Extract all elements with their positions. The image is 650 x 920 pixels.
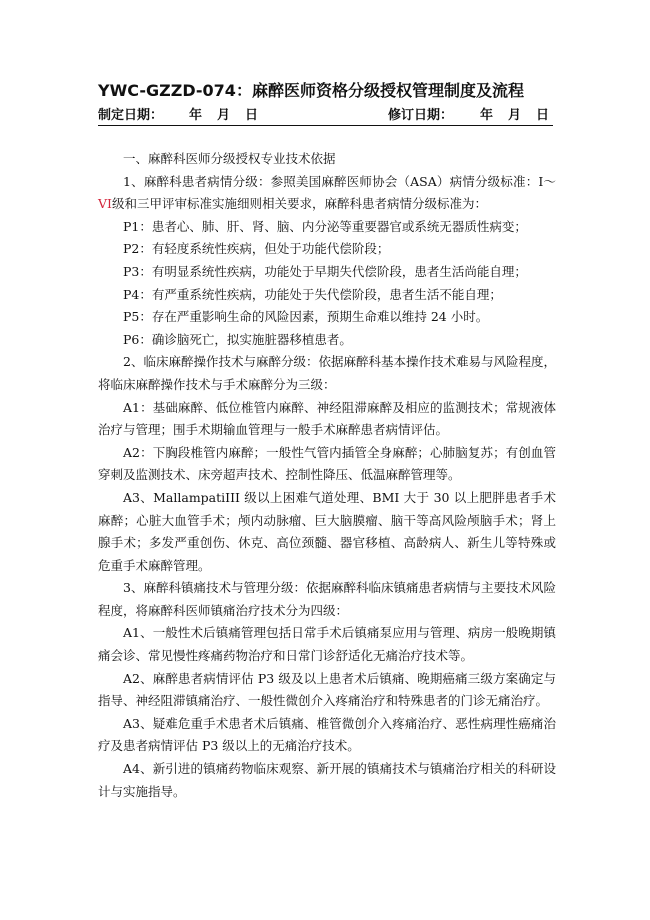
create-date-year: 年	[189, 108, 203, 123]
list-item-p5: P5：存在严重影响生命的风险因素，预期生命难以维持 24 小时。	[123, 309, 489, 325]
document-body	[98, 148, 556, 803]
list-item-p4: P4：有严重系统性疾病，功能处于失代偿阶段，患者生活不能自理；	[123, 286, 502, 302]
date-row	[98, 106, 553, 126]
revise-date-day: 日	[536, 108, 550, 123]
patient-grading-roman-vi: VI	[98, 196, 112, 212]
list-item-a4-analgesia: A4、新引进的镇痛药物临床观察、新开展的镇痛技术与镇痛治疗相关的科研设计与实施指导。	[98, 761, 556, 799]
list-item-a1-anesthesia: A1：基础麻醉、低位椎管内麻醉、神经阻滞麻醉及相应的监测技术；常规液体治疗与管理；围手术期输血管理与一般手术麻醉患者病情评估。	[98, 399, 556, 438]
list-item-a3-anesthesia: A3、MallampatiIII 级以上困难气道处理、BMI 大于 30 以上肥胖患者手术麻醉；心脏大血管手术；颅内动脉瘤、巨大脑膜瘤、脑干等高风险颅脑手术；肾上腺手术；多发严重创伤、休克、高位颈髓、器官移植、高龄病人、新生儿等特殊或危重手术麻醉管理。	[98, 489, 556, 573]
document-title: YWC-GZZD-074：麻醉医师资格分级授权管理制度及流程	[98, 81, 524, 100]
list-item-p1: P1：患者心、肺、肝、肾、脑、内分泌等重要器官或系统无器质性病变；	[123, 218, 527, 234]
list-item-a3-analgesia: A3、疑难危重手术患者术后镇痛、椎管微创介入疼痛治疗、恶性病理性癌痛治疗及患者病情评估 P3 级以上的无痛治疗技术。	[98, 715, 556, 754]
section-heading: 一、麻醉科医师分级授权专业技术依据	[123, 151, 336, 166]
create-date-month: 月	[217, 108, 231, 123]
list-item-a1-analgesia: A1、一般性术后镇痛管理包括日常手术后镇痛泵应用与管理、病房一般晚期镇痛会诊、常见慢性疼痛药物治疗和日常门诊舒适化无痛治疗技术等。	[98, 625, 556, 664]
create-date-label: 制定日期：	[98, 108, 164, 123]
revise-date-year: 年	[480, 108, 494, 123]
date-row-underline	[98, 125, 553, 126]
patient-grading-text-b: 级和三甲评审标准实施细则相关要求，麻醉科患者病情分级标准为：	[111, 196, 487, 212]
list-item-a2-analgesia: A2、麻醉患者病情评估 P3 级及以上患者术后镇痛、晚期癌痛三级方案确定与指导、神经阻滞镇痛治疗、一般性微创介入疼痛治疗和特殊患者的门诊无痛治疗。	[98, 670, 556, 709]
revise-date-month: 月	[508, 108, 522, 123]
create-date-day: 日	[245, 108, 259, 123]
list-item-p6: P6：确诊脑死亡，拟实施脏器移植患者。	[123, 331, 352, 347]
patient-grading-text-a: 1、麻醉科患者病情分级：参照美国麻醉医师协会（ASA）病情分级标准：I～	[123, 173, 556, 189]
revise-date-label: 修订日期：	[388, 108, 454, 123]
list-item-p3: P3：有明显系统性疾病，功能处于早期失代偿阶段，患者生活尚能自理；	[123, 263, 527, 279]
list-item-p2: P2：有轻度系统性疾病，但处于功能代偿阶段；	[123, 241, 390, 257]
list-item-a2-anesthesia: A2：下胸段椎管内麻醉；一般性气管内插管全身麻醉；心肺脑复苏；有创血管穿刺及监测技术、床旁超声技术、控制性降压、低温麻醉管理等。	[98, 444, 556, 483]
paragraph-patient-grading	[98, 171, 556, 216]
paragraph-analgesia-grading: 3、麻醉科镇痛技术与管理分级：依据麻醉科临床镇痛患者病情与主要技术风险程度，将麻醉科医师镇痛治疗技术分为四级：	[98, 580, 556, 618]
paragraph-anesthesia-grading: 2、临床麻醉操作技术与麻醉分级：依据麻醉科基本操作技术难易与风险程度，将临床麻醉操作技术与手术麻醉分为三级：	[98, 354, 556, 392]
